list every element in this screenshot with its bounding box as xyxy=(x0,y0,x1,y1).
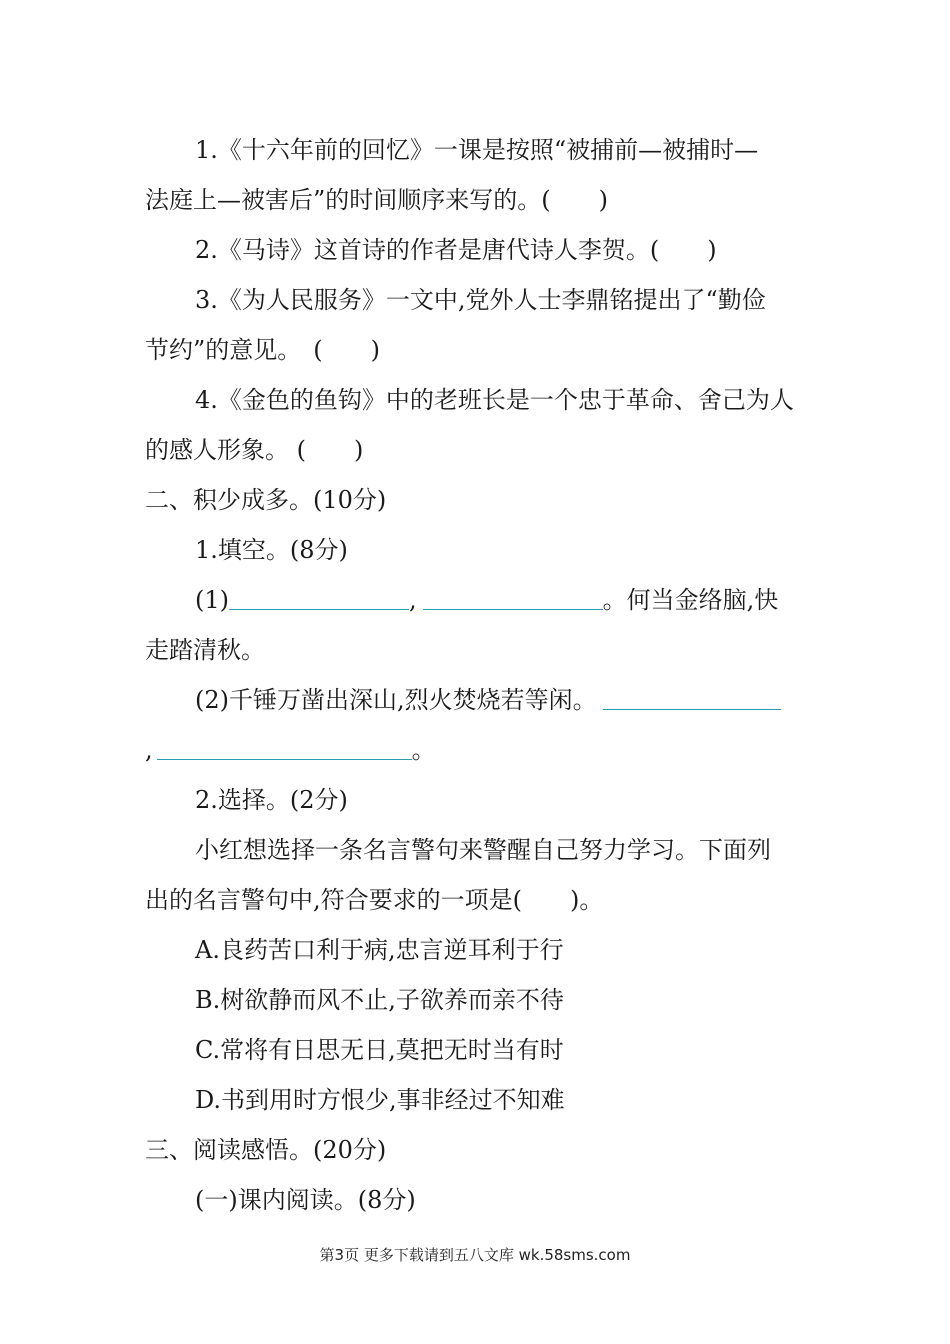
fill1-prefix: (1) xyxy=(195,586,229,614)
section2-heading: 二、积少成多。(10分) xyxy=(145,486,387,514)
fill2-line2-prefix: , xyxy=(145,736,153,764)
judge-q1-line2: 法庭上—被害后”的时间顺序来写的。( ) xyxy=(145,186,608,214)
fill2-line2-suffix: 。 xyxy=(411,736,436,764)
page-footer: 第3页 更多下载请到五八文库 wk.58sms.com xyxy=(319,1246,631,1264)
choice-stem-line2: 出的名言警句中,符合要求的一项是( )。 xyxy=(145,886,604,914)
fill1-separator: , xyxy=(409,586,417,614)
option-c: C.常将有日思无日,莫把无时当有时 xyxy=(195,1036,564,1064)
option-a: A.良药苦口利于病,忠言逆耳利于行 xyxy=(195,936,564,964)
section3-heading: 三、阅读感悟。(20分) xyxy=(145,1136,387,1164)
judge-q3-line2: 节约”的意见。 ( ) xyxy=(145,336,380,364)
fill2-blank-a[interactable] xyxy=(603,687,781,710)
option-b: B.树欲静而风不止,子欲养而亲不待 xyxy=(195,986,564,1014)
fill1-suffix: 。何当金络脑,快 xyxy=(602,586,779,614)
fill-heading: 1.填空。(8分) xyxy=(195,536,348,564)
fill1-blank-a[interactable] xyxy=(229,587,409,610)
judge-q4-line1: 4.《金色的鱼钩》中的老班长是一个忠于革命、舍己为人 xyxy=(195,386,794,414)
fill1-blank-b[interactable] xyxy=(423,587,603,610)
fill2-text: (2)千锤万凿出深山,烈火焚烧若等闲。 xyxy=(195,686,597,714)
judge-q1-line1: 1.《十六年前的回忆》一课是按照“被捕前—被捕时— xyxy=(195,136,759,164)
fill1-line2: 走踏清秋。 xyxy=(145,636,265,664)
judge-q4-line2: 的感人形象。 ( ) xyxy=(145,436,364,464)
judge-q3-line1: 3.《为人民服务》一文中,党外人士李鼎铭提出了“勤俭 xyxy=(195,286,766,314)
section3-sub1: (一)课内阅读。(8分) xyxy=(195,1186,416,1214)
fill2-line2 xyxy=(145,734,810,766)
choice-stem-line1: 小红想选择一条名言警句来警醒自己努力学习。下面列 xyxy=(195,836,771,864)
choice-heading: 2.选择。(2分) xyxy=(195,786,348,814)
option-d: D.书到用时方恨少,事非经过不知难 xyxy=(195,1086,565,1114)
judge-q2: 2.《马诗》这首诗的作者是唐代诗人李贺。( ) xyxy=(195,236,717,264)
fill2-blank-b[interactable] xyxy=(157,737,412,760)
fill2-line1 xyxy=(195,684,810,716)
fill1-line1 xyxy=(195,584,810,616)
